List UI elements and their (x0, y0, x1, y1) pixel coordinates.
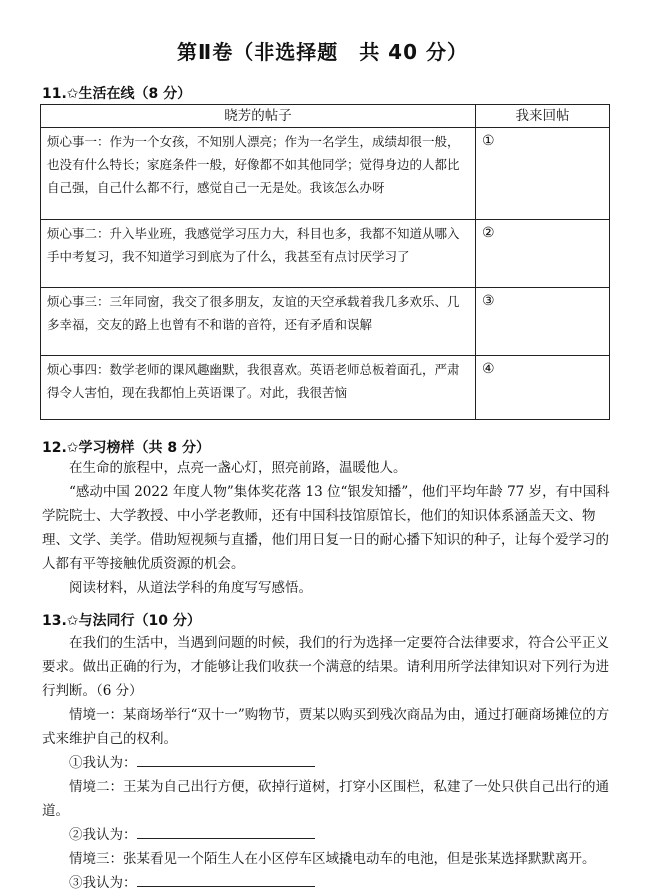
reply-cell[interactable]: ③ (476, 288, 610, 356)
q12-heading: 12.✩学习榜样（共 8 分） (42, 440, 211, 456)
table-row (41, 220, 610, 288)
post-cell: 烦心事三：三年同窗，我交了很多朋友，友谊的天空承载着我几多欢乐、几多幸福，交友的路上也曾有不和谐的音符，还有矛盾和误解 (41, 288, 476, 356)
answer-line-1 (42, 751, 620, 775)
post-cell: 烦心事二：升入毕业班，我感觉学习压力大，科目也多，我都不知道从哪入手中考复习，我不知道学习到底为了什么，我甚至有点讨厌学习了 (41, 220, 476, 288)
table-header-row (41, 105, 610, 128)
answer-blank-1[interactable] (137, 752, 315, 767)
q13-heading: 13.✩与法同行（10 分） (42, 613, 201, 629)
section-title: 第Ⅱ卷（非选择题 共 40 分） (177, 40, 468, 64)
table-row (41, 288, 610, 356)
scenario-2: 情境二：王某为自己出行方便，砍掉行道树，打穿小区围栏，私建了一处只供自己出行的通道。 (42, 779, 609, 819)
reply-column-header: 我来回帖 (476, 105, 610, 128)
answer-blank-2[interactable] (137, 824, 315, 839)
posts-table (40, 104, 610, 420)
answer-label-3: ③我认为： (69, 875, 137, 891)
q12-paragraph-2: “感动中国 2022 年度人物”集体奖花落 13 位“银发知播”，他们平均年龄 77 岁，有中国科学院院士、大学教授、中小学老教师，还有中国科技馆原馆长，他们的知识体系涵盖天文、物理、文学、美学。借助短视频与直播，他们用日复一日的耐心播下知识的种子，让每个爱学习的人都有平等接触优质资源的机会。 (42, 484, 610, 572)
reply-cell[interactable]: ④ (476, 356, 610, 420)
q12-paragraph-3: 阅读材料，从道法学科的角度写写感悟。 (69, 580, 312, 596)
q13-body (42, 631, 620, 895)
scenario-1: 情境一：某商场举行“双十一”购物节，贾某以购买到残次商品为由，通过打砸商场摊位的方式来维护自己的权利。 (42, 707, 610, 747)
reply-cell[interactable]: ① (476, 128, 610, 220)
q12-body (42, 456, 620, 600)
q11-heading: 11.✩生活在线（8 分） (42, 86, 192, 102)
post-column-header: 晓芳的帖子 (41, 105, 476, 128)
q12-paragraph-1: 在生命的旅程中，点亮一盏心灯，照亮前路，温暖他人。 (69, 460, 407, 476)
q13-intro: 在我们的生活中，当遇到问题的时候，我们的行为选择一定要符合法律要求，符合公平正义要求。做出正确的行为，才能够让我们收获一个满意的结果。请利用所学法律知识对下列行为进行判断。（6 分） (42, 635, 609, 699)
reply-cell[interactable]: ② (476, 220, 610, 288)
post-cell: 烦心事一：作为一个女孩，不知别人漂亮；作为一名学生，成绩却很一般，也没有什么特长；家庭条件一般，好像都不如其他同学；觉得身边的人都比自己强，自己什么都不行，感觉自己一无是处。我该怎么办呀 (41, 128, 476, 220)
post-cell: 烦心事四：数学老师的课风趣幽默，我很喜欢。英语老师总板着面孔，严肃得令人害怕，现在我都怕上英语课了。对此，我很苦恼 (41, 356, 476, 420)
answer-label-2: ②我认为： (69, 827, 137, 843)
table-row (41, 356, 610, 420)
answer-line-3 (42, 871, 620, 895)
table-row (41, 128, 610, 220)
answer-label-1: ①我认为： (69, 755, 137, 771)
scenario-3: 情境三：张某看见一个陌生人在小区停车区域撬电动车的电池，但是张某选择默默离开。 (69, 851, 596, 867)
answer-line-2 (42, 823, 620, 847)
answer-blank-3[interactable] (137, 872, 315, 887)
